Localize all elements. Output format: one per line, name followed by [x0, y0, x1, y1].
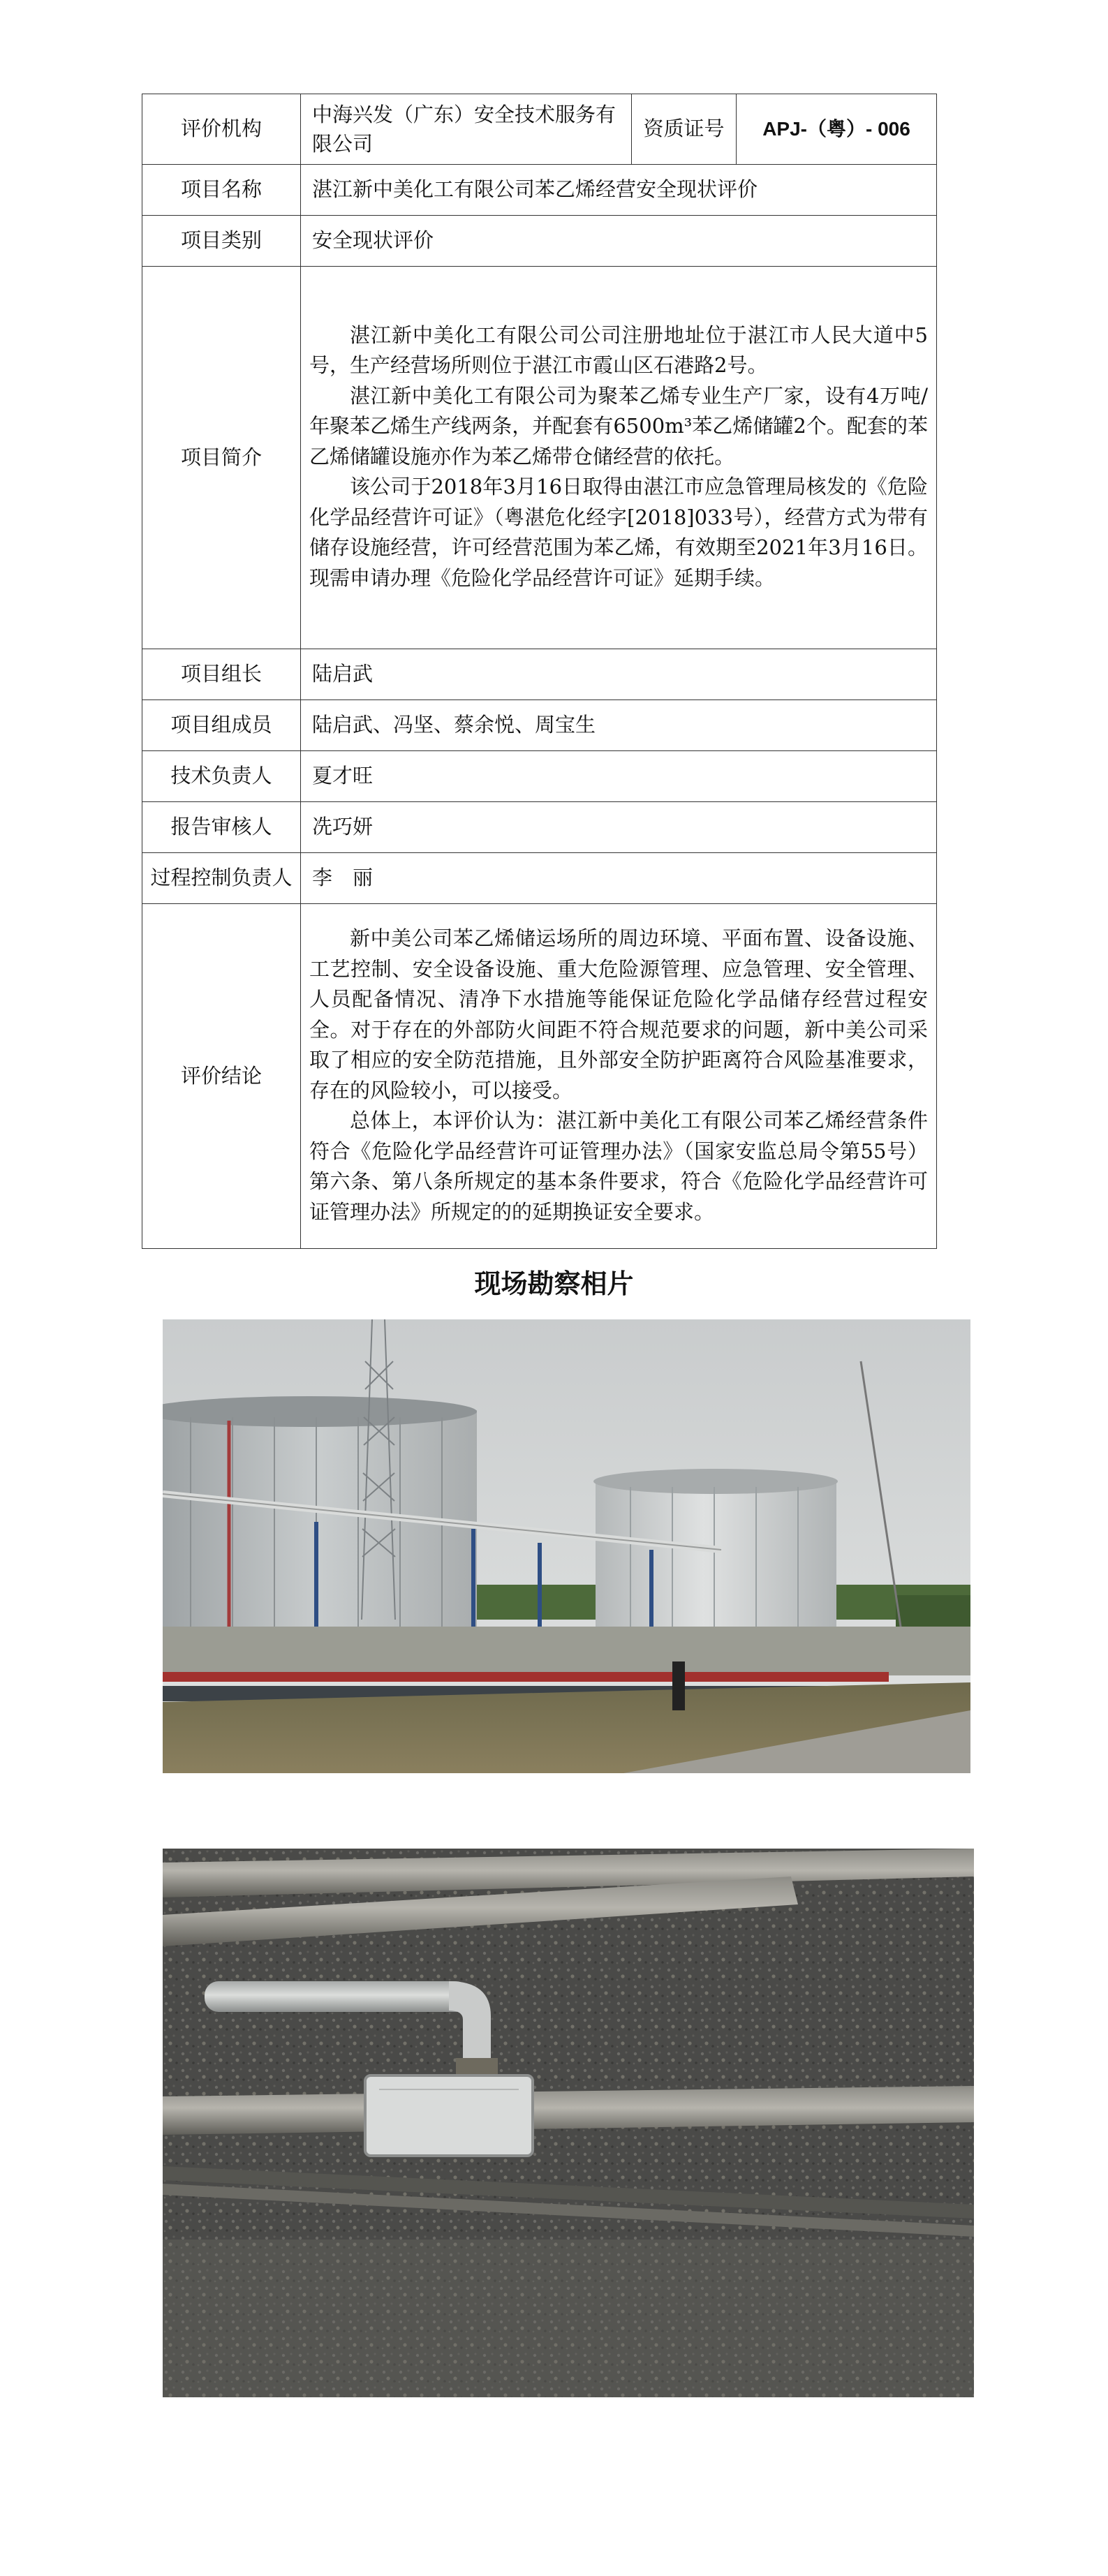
table-row [142, 94, 937, 165]
process-control-label: 过程控制负责人 [142, 853, 301, 904]
conclusion-paragraph: 新中美公司苯乙烯储运场所的周边环境、平面布置、设备设施、工艺控制、安全设备设施、重大危险源管理、应急管理、安全管理、人员配备情况、清净下水措施等能保证危险化学品储存经营过程安全。对于存在的外部防火间距不符合规范要求的问题，新中美公司采取了相应的安全防范措施，且外部安全防护距离符合风险基准要求，存在的风险较小，可以接受。 [309, 926, 928, 1102]
intro-paragraph: 该公司于2018年3月16日取得由湛江市应急管理局核发的《危险化学品经营许可证》（粤湛危化经字[2018]033号），经营方式为带有储存设施经营，许可经营范围为苯乙烯，有效期至2021年3月16日。现需申请办理《危险化学品经营许可证》延期手续。 [309, 475, 928, 590]
pipe-detail-photo [163, 1849, 974, 2397]
table-row [142, 751, 937, 802]
project-leader-label: 项目组长 [142, 649, 301, 700]
process-control-value: 李 丽 [301, 853, 937, 904]
org-value: 中海兴发（广东）安全技术服务有限公司 [301, 94, 632, 165]
table-row [142, 216, 937, 267]
project-members-value: 陆启武、冯坚、蔡余悦、周宝生 [301, 700, 937, 751]
tech-lead-value: 夏才旺 [301, 751, 937, 802]
table-row [142, 649, 937, 700]
project-type-label: 项目类别 [142, 216, 301, 267]
project-type-value: 安全现状评价 [301, 216, 937, 267]
report-reviewer-label: 报告审核人 [142, 802, 301, 853]
storage-tanks-photo [163, 1319, 970, 1773]
table-row [142, 904, 937, 1249]
report-reviewer-value: 冼巧妍 [301, 802, 937, 853]
table-row [142, 267, 937, 649]
site-photos-title: 现场勘察相片 [474, 1268, 634, 1299]
project-name-label: 项目名称 [142, 165, 301, 216]
conclusion-content [301, 904, 937, 1249]
intro-paragraph: 湛江新中美化工有限公司公司注册地址位于湛江市人民大道中5号，生产经营场所则位于湛江市霞山区石港路2号。 [309, 323, 928, 378]
evaluation-info-table [142, 94, 937, 1249]
org-label: 评价机构 [142, 94, 301, 165]
tech-lead-label: 技术负责人 [142, 751, 301, 802]
intro-paragraph: 湛江新中美化工有限公司为聚苯乙烯专业生产厂家，设有4万吨/年聚苯乙烯生产线两条，并配套有6500m³苯乙烯储罐2个。配套的苯乙烯储罐设施亦作为苯乙烯带仓储经营的依托。 [309, 383, 928, 468]
conclusion-label: 评价结论 [142, 904, 301, 1249]
conclusion-paragraph: 总体上，本评价认为：湛江新中美化工有限公司苯乙烯经营条件符合《危险化学品经营许可证管理办法》（国家安监总局令第55号）第六条、第八条所规定的基本条件要求，符合《危险化学品经营许可证管理办法》所规定的的延期换证安全要求。 [309, 1109, 928, 1224]
qualification-label: 资质证号 [632, 94, 737, 165]
project-intro-content [301, 267, 937, 649]
evaluation-info-sheet [142, 94, 936, 1249]
table-row [142, 853, 937, 904]
project-leader-value: 陆启武 [301, 649, 937, 700]
project-name-value: 湛江新中美化工有限公司苯乙烯经营安全现状评价 [301, 165, 937, 216]
table-row [142, 802, 937, 853]
table-row [142, 700, 937, 751]
qualification-value: APJ-（粤）- 006 [737, 94, 937, 165]
table-row [142, 165, 937, 216]
project-intro-label: 项目简介 [142, 267, 301, 649]
project-members-label: 项目组成员 [142, 700, 301, 751]
